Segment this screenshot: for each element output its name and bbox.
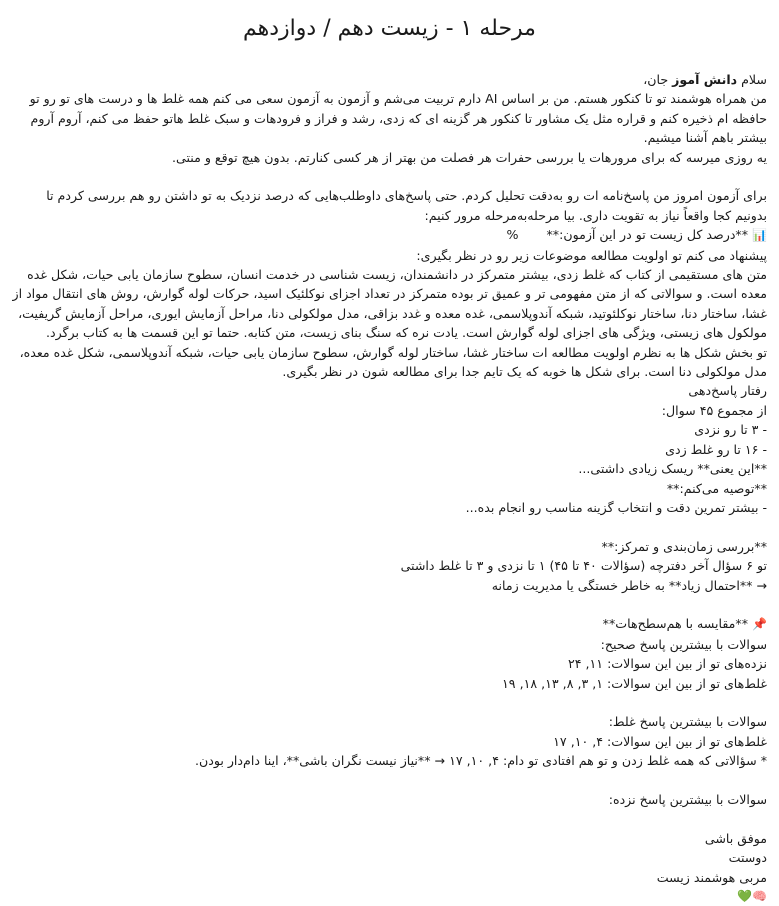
comparison-heading: **مقایسه با هم‌سطح‌هات** — [602, 616, 749, 632]
trap-note: * سؤالاتی که همه غلط زدن و تو هم افتادی تو دام: ۴, ۱۰, ۱۷ → **نیاز نیست نگران باشی**، اینا دام‌دار بودن. — [194, 753, 767, 769]
closing-emojis: 🧠💚 — [737, 888, 767, 903]
shapes-text: تو بخش شکل ها به نظرم اولویت مطالعه ات ساختار غشا، ساختار لوله گوارش، سطوح سازمان یابی حیات، شبکه آندوپلاسمی، شکل غده معده، مدل مولکولی دنا است. برای شکل ها خوبه که یک تایم جدا برای مطالعه شون در نظر بگیری. — [19, 344, 767, 380]
advice-text: - بیشتر تمرین دقت و انتخاب گزینه مناسب رو انجام بده... — [465, 499, 767, 515]
score-line — [12, 225, 767, 245]
timing-heading: **بررسی زمان‌بندی و تمرکز:** — [601, 538, 767, 554]
behavior-wrong: - ۱۶ تا رو غلط زدی — [665, 441, 767, 457]
chart-icon: 📊 — [752, 228, 767, 243]
score-label: **درصد کل زیست تو در این آزمون:** — [546, 227, 749, 243]
analysis-intro: برای آزمون امروز من پاسخ‌نامه ات رو به‌دقت تحلیل کردم. حتی پاسخ‌های داوطلب‌هایی که درصد نزدیک به تو داشتن رو هم بررسی کردم تا بدونیم کجا واقعاً نیاز به تقویت داری. بیا مرحله‌به‌مرحله مرور کنیم: — [46, 188, 767, 223]
most-correct-heading: سوالات با بیشترین پاسخ صحیح: — [600, 636, 767, 652]
suggestion-heading: پیشنهاد می کنم تو اولویت مطالعه موضوعات زیر رو در نظر بگیری: — [416, 247, 767, 263]
wrong-among: غلط‌های تو از بین این سوالات: ۱, ۳, ۸, ۱۳, ۱۸, ۱۹ — [502, 675, 767, 691]
behavior-total: از مجموع ۴۵ سوال: — [661, 402, 767, 418]
greeting-suffix: جان، — [643, 72, 669, 87]
intro-paragraph: یه روزی میرسه که برای مرورهات یا بررسی حفرات هر فصلت من بهتر از هر کسی کنارتم. بدون هیچ توقع و منتی. — [172, 149, 767, 165]
greeting-line — [12, 70, 767, 89]
intro-paragraph: من همراه هوشمند تو تا کنکور هستم. من بر اساس AI دارم تربیت می‌شم و آزمون به آزمون سعی می کنم همه غلط ها و درست های تو رو تو حافظه ام ذخیره کنم و قراره مثل یک مشاور تا کنکور هر گزینه ای که زدی، رشد و فراز و فرودهات و سبک غلط هاتو حفظ می کنم، آروم آروم بیشتر باهم آشنا میشیم. — [29, 91, 767, 146]
most-blank-heading: سوالات با بیشترین پاسخ نزده: — [608, 791, 767, 807]
suggestion-text: متن های مستقیمی از کتاب که غلط زدی، بیشتر متمرکز در دانشمندان، زیست شناسی در خدمت انسان، سطوح سازمان یابی حیات، شکل غده معده است. و سوالاتی که از متن مفهومی تر و عمیق تر بوده متمرکز در تعداد اجزای نوکلئیک اسید، حرکات لوله گوارش، روش های انتقال مواد از غشا، ساختار دنا، ساختار نوکلئوتید، شبکه آندوپلاسمی، غده معده و غدد بزاقی، مدل مولکولی دنا، مراحل آزمایش ایوری، مراحل آزمایش گریفیت، مولکول های زیستی، ویژگی های اجزای لوله گوارش است. یادت نره که سنگ بنای زیست، متن کتابه. حتما تو این قسمت ها به کتاب برگرد. — [12, 267, 767, 341]
student-name: دانش آموز — [672, 72, 738, 87]
greeting-salutation: سلام — [741, 72, 767, 87]
report-body — [12, 70, 767, 906]
pin-icon: 📌 — [752, 617, 767, 632]
closing-good-luck: موفق باشی — [704, 830, 767, 846]
page-title: مرحله ۱ - زیست دهم / دوازدهم — [243, 16, 536, 41]
timing-line: تو ۶ سؤال آخر دفترچه (سؤالات ۴۰ تا ۴۵) ۱ تا نزدی و ۳ تا غلط داشتی — [400, 558, 767, 574]
advice-heading: **توصیه می‌کنم:** — [666, 480, 767, 496]
closing-signature: مربی هوشمند زیست — [656, 869, 767, 885]
most-wrong-heading: سوالات با بیشترین پاسخ غلط: — [608, 714, 767, 730]
timing-line: → **احتمال زیاد** به خاطر خستگی یا مدیریت زمانه — [491, 577, 767, 593]
behavior-not-answered: - ۳ تا رو نزدی — [694, 422, 767, 438]
score-value: % — [506, 227, 519, 243]
comparison-heading-line — [12, 614, 767, 634]
your-wrong-among: غلط‌های تو از بین این سوالات: ۴, ۱۰, ۱۷ — [553, 733, 767, 749]
closing-friend: دوستت — [728, 850, 767, 866]
behavior-heading: رفتار پاسخ‌دهی — [688, 383, 767, 399]
not-answered-among: نزده‌های تو از بین این سوالات: ۱۱, ۲۴ — [567, 656, 767, 672]
behavior-risk: **این یعنی** ریسک زیادی داشتی... — [578, 461, 767, 477]
